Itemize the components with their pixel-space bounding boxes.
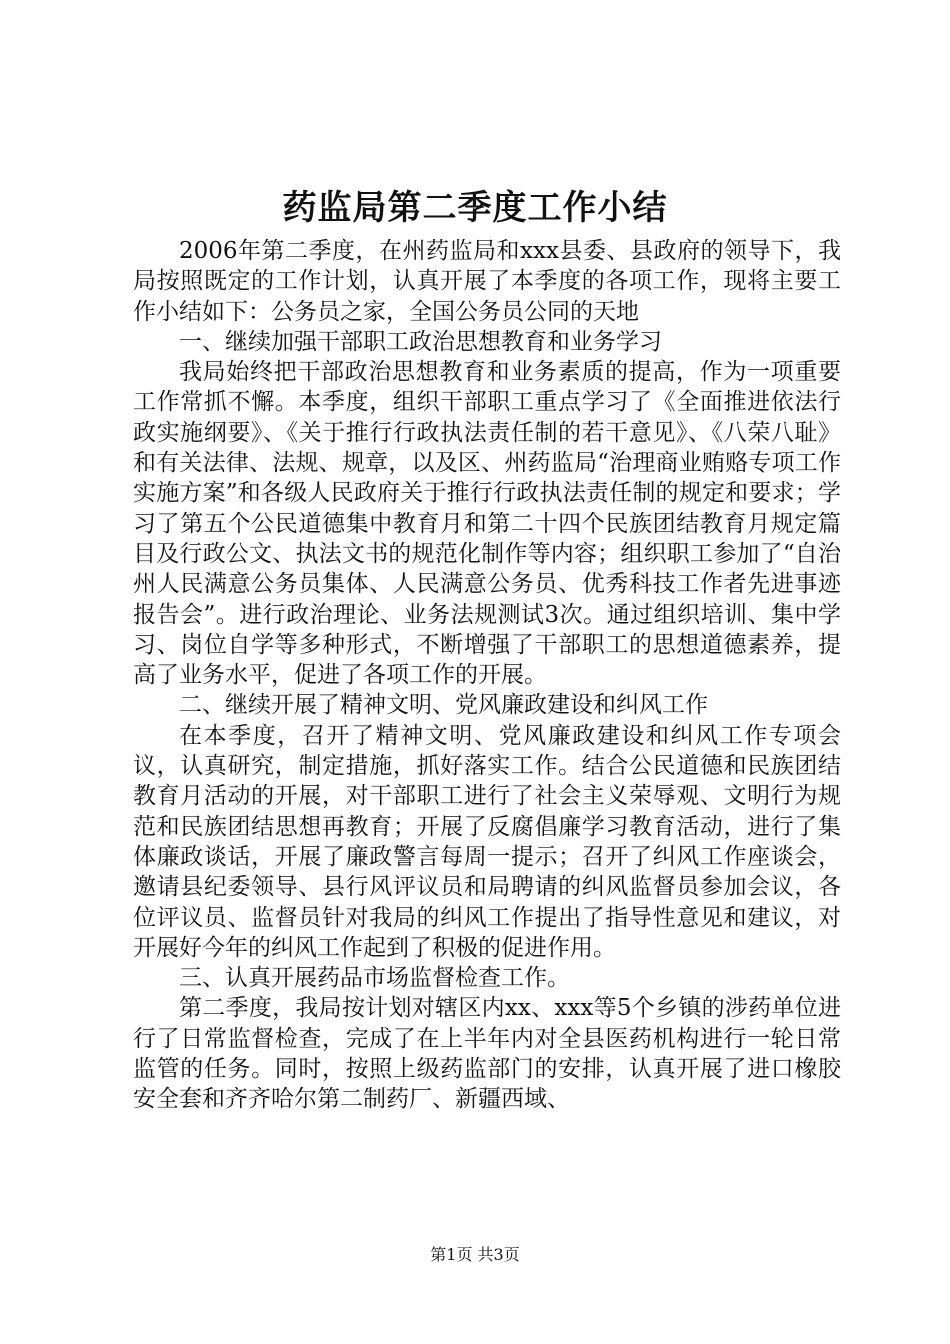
section-paragraph-2: 在本季度，召开了精神文明、党风廉政建设和纠风工作专项会议，认真研究，制定措施，抓好落实工作。结合公民道德和民族团结教育月活动的开展，对干部职工进行了社会主义荣辱观、文明行为规范和民族团结思想再教育；开展了反腐倡廉学习教育活动，进行了集体廉政谈话，开展了廉政警言每周一提示；召开了纠风工作座谈会，邀请县纪委领导、县行风评议员和局聘请的纠风监督员参加会议，各位评议员、监督员针对我局的纠风工作提出了指导性意见和建议，对开展好今年的纠风工作起到了积极的促进作用。 — [133, 722, 841, 961]
page-number-footer: 第1页 共3页 — [430, 1245, 520, 1264]
document-title: 药监局第二季度工作小结 — [282, 188, 668, 228]
section-heading-1: 一、继续加强干部职工政治思想教育和业务学习 — [179, 328, 662, 355]
document-body — [133, 236, 841, 1115]
intro-paragraph: 2006年第二季度，在州药监局和xxx县委、县政府的领导下，我局按照既定的工作计划，认真开展了本季度的各项工作，现将主要工作小结如下：公务员之家，全国公务员公同的天地 — [133, 238, 841, 325]
section-paragraph-1: 我局始终把干部政治思想教育和业务素质的提高，作为一项重要工作常抓不懈。本季度，组织干部职工重点学习了《全面推进依法行政实施纲要》、《关于推行行政执法责任制的若干意见》、《八荣八耻》和有关法律、法规、规章，以及区、州药监局“治理商业贿赂专项工作实施方案”和各级人民政府关于推行行政执法责任制的规定和要求；学习了第五个公民道德集中教育月和第二十四个民族团结教育月规定篇目及行政公文、执法文书的规范化制作等内容；组织职工参加了“自治州人民满意公务员集体、人民满意公务员、优秀科技工作者先进事迹报告会”。进行政治理论、业务法规测试3次。通过组织培训、集中学习、岗位自学等多种形式，不断增强了干部职工的思想道德素养，提高了业务水平，促进了各项工作的开展。 — [133, 359, 841, 689]
section-paragraph-3: 第二季度，我局按计划对辖区内xx、xxx等5个乡镇的涉药单位进行了日常监督检查，完成了在上半年内对全县医药机构进行一轮日常监管的任务。同时，按照上级药监部门的安排，认真开展了进口橡胶安全套和齐齐哈尔第二制药厂、新疆西域、 — [133, 995, 841, 1113]
section-heading-2: 二、继续开展了精神文明、党风廉政建设和纠风工作 — [179, 692, 708, 719]
section-heading-3: 三、认真开展药品市场监督检查工作。 — [179, 965, 570, 992]
